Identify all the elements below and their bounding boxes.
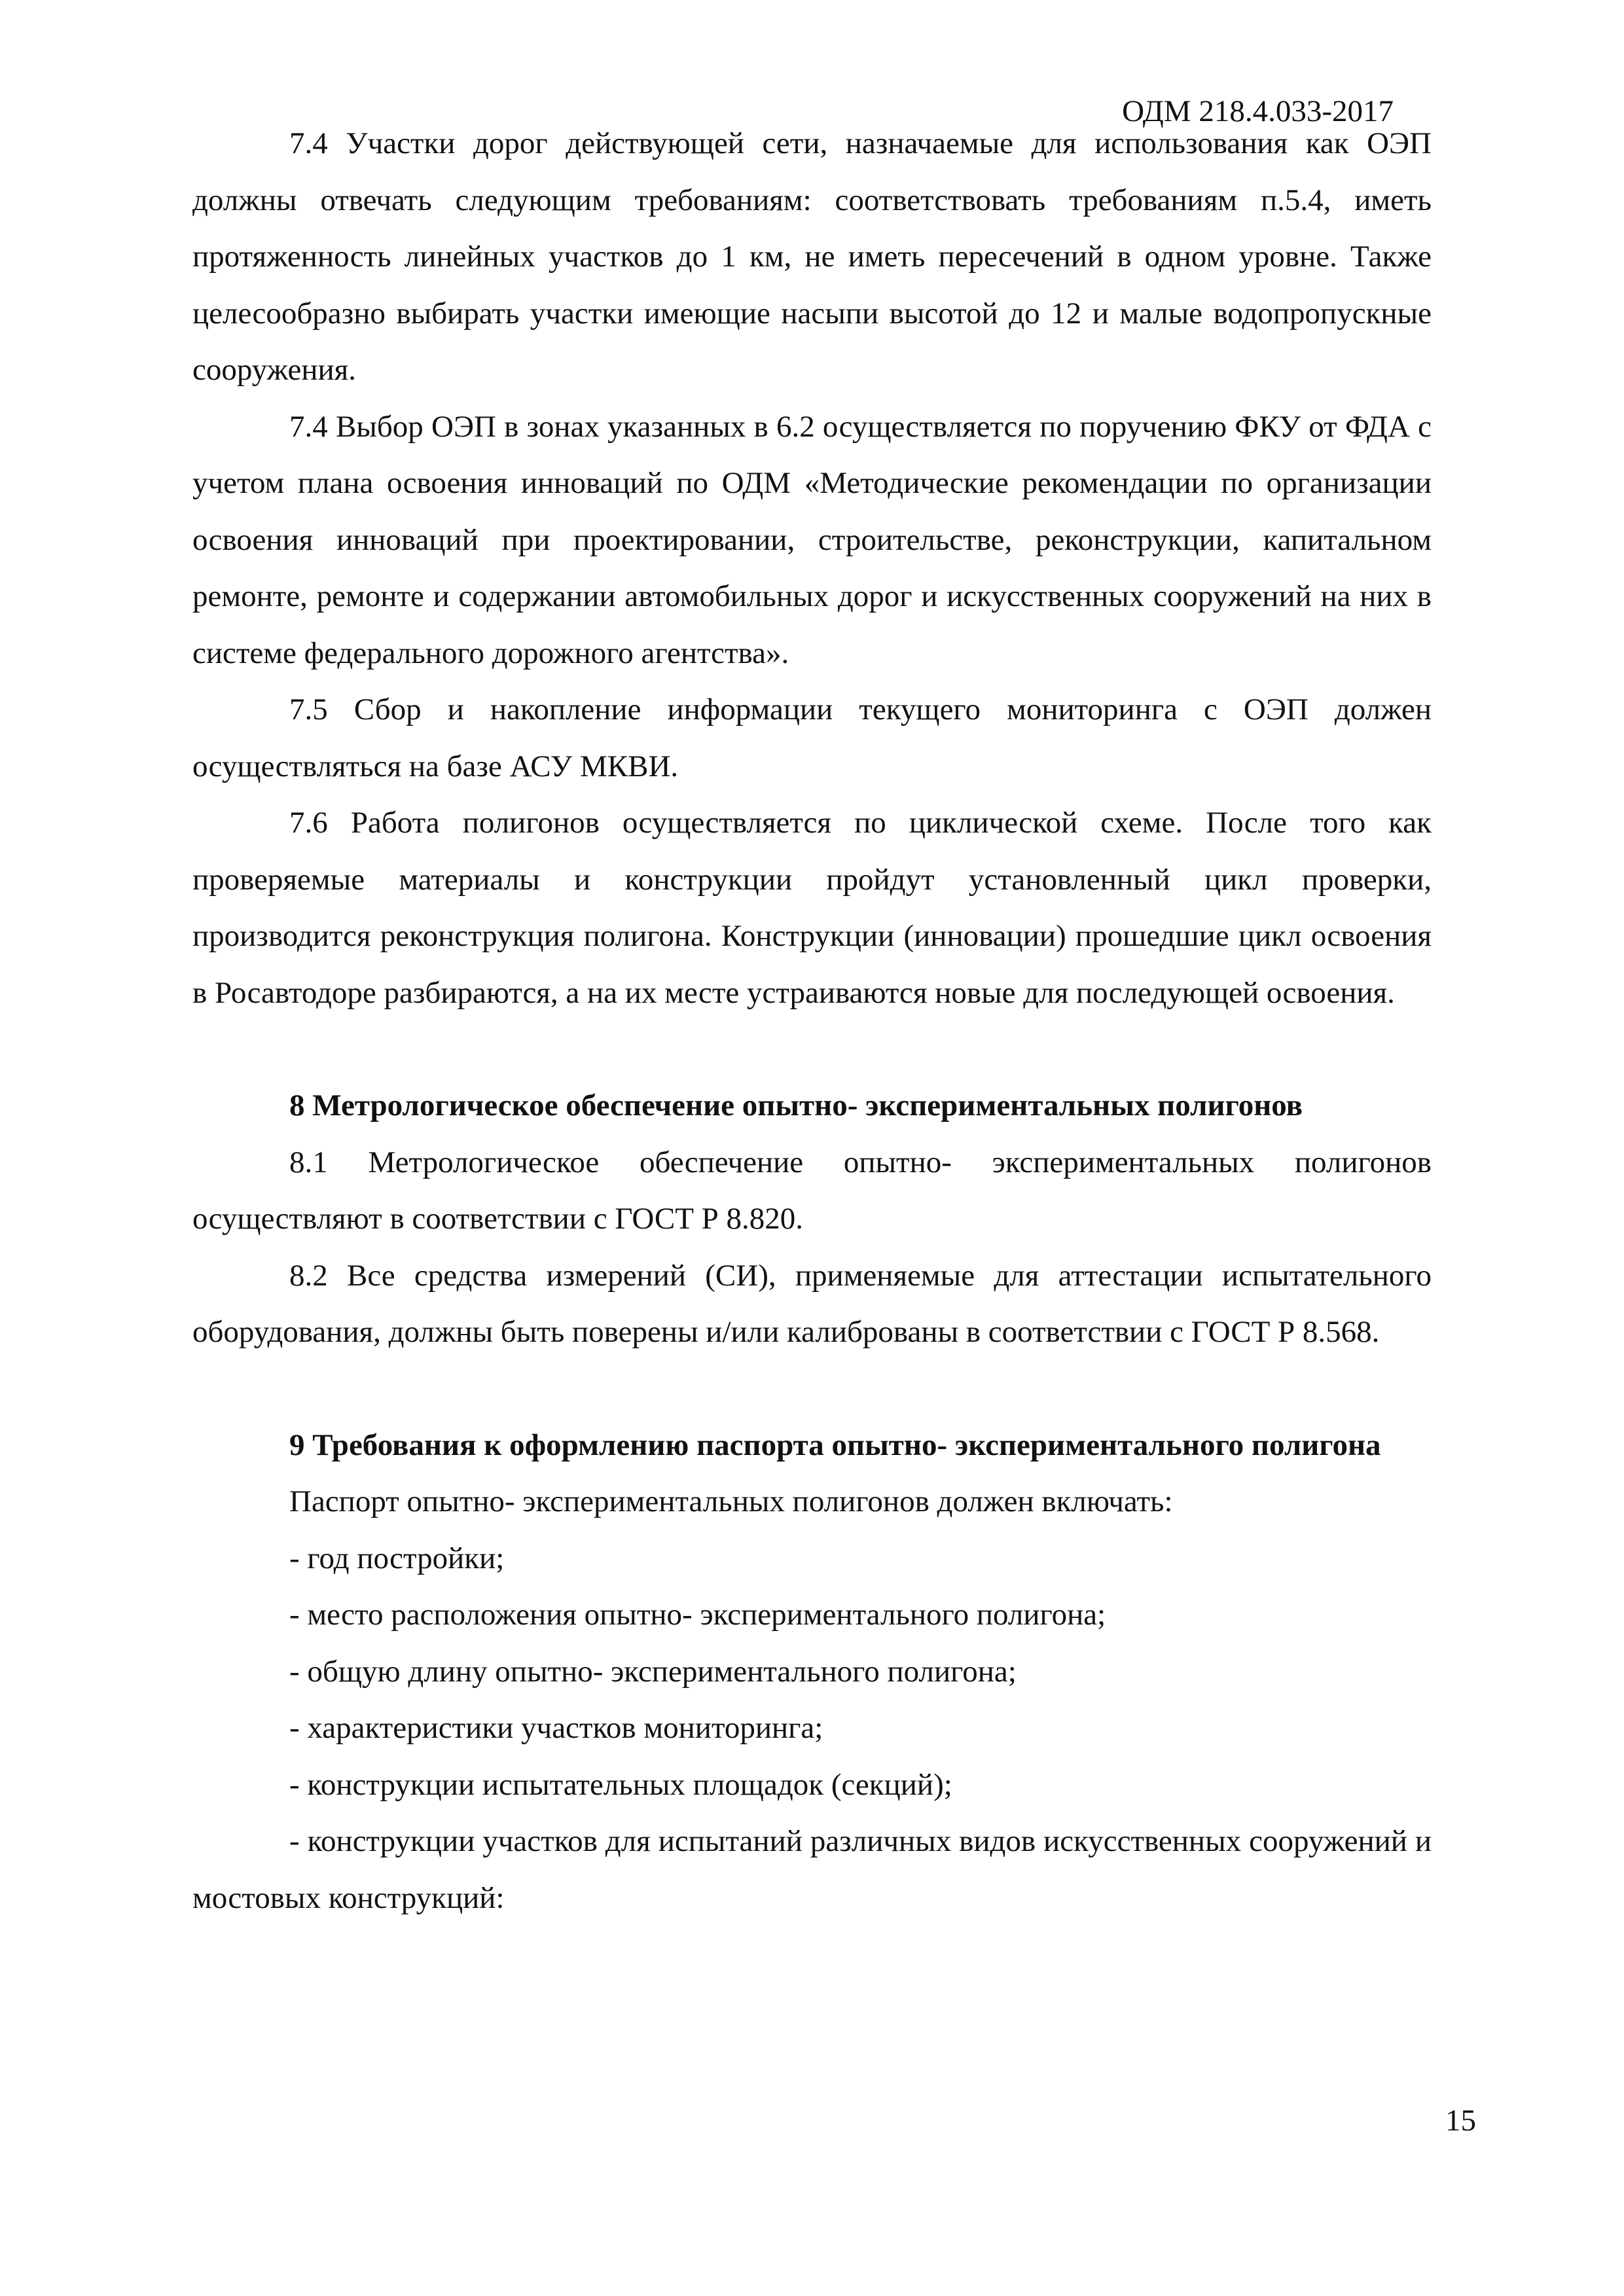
section-8-heading: 8 Метрологическое обеспечение опытно- экспериментальных полигонов bbox=[289, 1088, 1303, 1122]
list-item: - место расположения опытно- экспериментального полигона; bbox=[289, 1598, 1106, 1632]
paragraph-8-2: 8.2 Все средства измерений (СИ), применяемые для аттестации испытательного оборудования, должны быть поверены и/или калиброваны в соответствии с ГОСТ Р 8.568. bbox=[192, 1258, 1432, 1349]
spacer bbox=[192, 1021, 1432, 1077]
list-item: - общую длину опытно- экспериментального полигона; bbox=[289, 1654, 1017, 1689]
paragraph-9-intro: Паспорт опытно- экспериментальных полигонов должен включать: bbox=[289, 1484, 1173, 1518]
section-9-heading: 9 Требования к оформлению паспорта опытно- экспериментального полигона bbox=[289, 1427, 1381, 1462]
paragraph-7-6: 7.6 Работа полигонов осуществляется по циклической схеме. После того как проверяемые материалы и конструкции пройдут установленный цикл проверки, производится реконструкция полигона. Конструкции (инновации) прошедшие цикл освоения в Росавтодоре разбираются, а на их месте устраиваются новые для последующей освоения. bbox=[192, 806, 1432, 1010]
list-item: - характеристики участков мониторинга; bbox=[289, 1711, 823, 1745]
paragraph-8-1: 8.1 Метрологическое обеспечение опытно- экспериментальных полигонов осуществляют в соответствии с ГОСТ Р 8.820. bbox=[192, 1145, 1432, 1236]
list-item: - конструкции участков для испытаний различных видов искусственных сооружений и мостовых конструкций: bbox=[192, 1824, 1432, 1915]
page-body bbox=[192, 115, 1432, 1926]
spacer bbox=[192, 1361, 1432, 1417]
document-code-header: ОДМ 218.4.033-2017 bbox=[1122, 94, 1394, 128]
paragraph-7-4-selection: 7.4 Выбор ОЭП в зонах указанных в 6.2 осуществляется по поручению ФКУ от ФДА с учетом плана освоения инноваций по ОДМ «Методические рекомендации по организации освоения инноваций при проектировании, строительстве, реконструкции, капитальном ремонте, ремонте и содержании автомобильных дорог и искусственных сооружений на них в системе федерального дорожного агентства». bbox=[192, 409, 1432, 670]
page-number: 15 bbox=[1445, 2104, 1476, 2138]
paragraph-7-5: 7.5 Сбор и накопление информации текущего мониторинга с ОЭП должен осуществляться на базе АСУ МКВИ. bbox=[192, 692, 1432, 783]
list-item: - конструкции испытательных площадок (секций); bbox=[289, 1767, 952, 1802]
paragraph-7-4-sections: 7.4 Участки дорог действующей сети, назначаемые для использования как ОЭП должны отвечать следующим требованиям: соответствовать требованиям п.5.4, иметь протяженность линейных участков до 1 км, не иметь пересечений в одном уровне. Также целесообразно выбирать участки имеющие насыпи высотой до 12 и малые водопропускные сооружения. bbox=[192, 126, 1432, 387]
list-item: - год постройки; bbox=[289, 1541, 505, 1575]
